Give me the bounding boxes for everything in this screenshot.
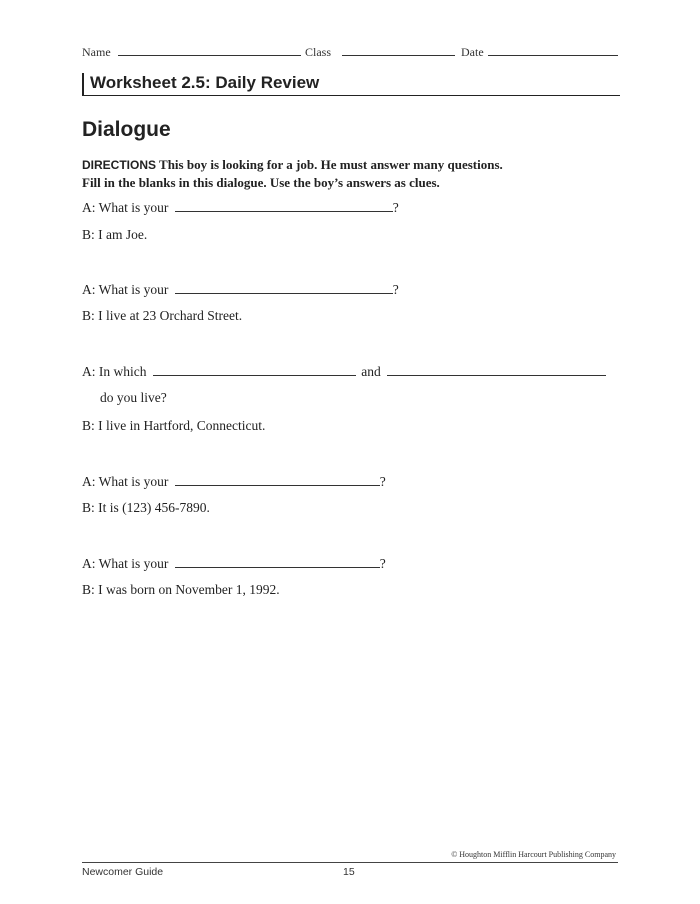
answer-2: B: I live at 23 Orchard Street. bbox=[82, 308, 243, 323]
date-label: Date bbox=[461, 45, 484, 59]
question-3-blank-1[interactable] bbox=[153, 363, 356, 376]
section-title: Dialogue bbox=[82, 118, 171, 141]
question-5 bbox=[82, 555, 386, 572]
footer-divider bbox=[82, 862, 618, 863]
worksheet-title: Worksheet 2.5: Daily Review bbox=[90, 73, 320, 92]
question-5-text: A: What is your bbox=[82, 556, 169, 571]
footer-guide-title: Newcomer Guide bbox=[82, 866, 164, 878]
directions bbox=[82, 156, 622, 191]
date-field bbox=[461, 44, 618, 60]
question-4 bbox=[82, 473, 386, 490]
question-3-continuation: do you live? bbox=[100, 390, 167, 405]
class-blank[interactable] bbox=[342, 44, 455, 56]
question-3 bbox=[82, 363, 606, 380]
question-1-text: A: What is your bbox=[82, 200, 169, 215]
question-4-text: A: What is your bbox=[82, 474, 169, 489]
question-1-blank[interactable] bbox=[175, 199, 393, 212]
question-2-end: ? bbox=[392, 282, 399, 297]
question-1-end: ? bbox=[392, 200, 399, 215]
question-4-blank[interactable] bbox=[175, 473, 380, 486]
copyright-notice: © Houghton Mifflin Harcourt Publishing Company bbox=[451, 850, 616, 859]
class-field bbox=[305, 44, 455, 60]
directions-text-1: This boy is looking for a job. He must answer many questions. bbox=[159, 157, 503, 172]
question-3-text: A: In which bbox=[82, 364, 147, 379]
name-field bbox=[82, 44, 301, 60]
directions-text-2: Fill in the blanks in this dialogue. Use the boy’s answers as clues. bbox=[82, 175, 440, 190]
answer-5: B: I was born on November 1, 1992. bbox=[82, 582, 280, 597]
name-blank[interactable] bbox=[118, 44, 301, 56]
question-2-text: A: What is your bbox=[82, 282, 169, 297]
question-4-end: ? bbox=[379, 474, 386, 489]
question-3-blank-2[interactable] bbox=[387, 363, 606, 376]
directions-label: DIRECTIONS bbox=[82, 158, 157, 172]
question-3-and: and bbox=[361, 364, 381, 379]
question-2-blank[interactable] bbox=[175, 281, 393, 294]
answer-1: B: I am Joe. bbox=[82, 227, 148, 242]
question-5-blank[interactable] bbox=[175, 555, 380, 568]
question-5-end: ? bbox=[379, 556, 386, 571]
date-blank[interactable] bbox=[488, 44, 618, 56]
page-number: 15 bbox=[343, 866, 355, 878]
question-1 bbox=[82, 199, 399, 216]
question-2 bbox=[82, 281, 399, 298]
answer-4: B: It is (123) 456-7890. bbox=[82, 500, 210, 515]
answer-3: B: I live in Hartford, Connecticut. bbox=[82, 418, 266, 433]
directions-line-1 bbox=[82, 156, 622, 174]
name-label: Name bbox=[82, 45, 111, 59]
class-label: Class bbox=[305, 45, 332, 59]
